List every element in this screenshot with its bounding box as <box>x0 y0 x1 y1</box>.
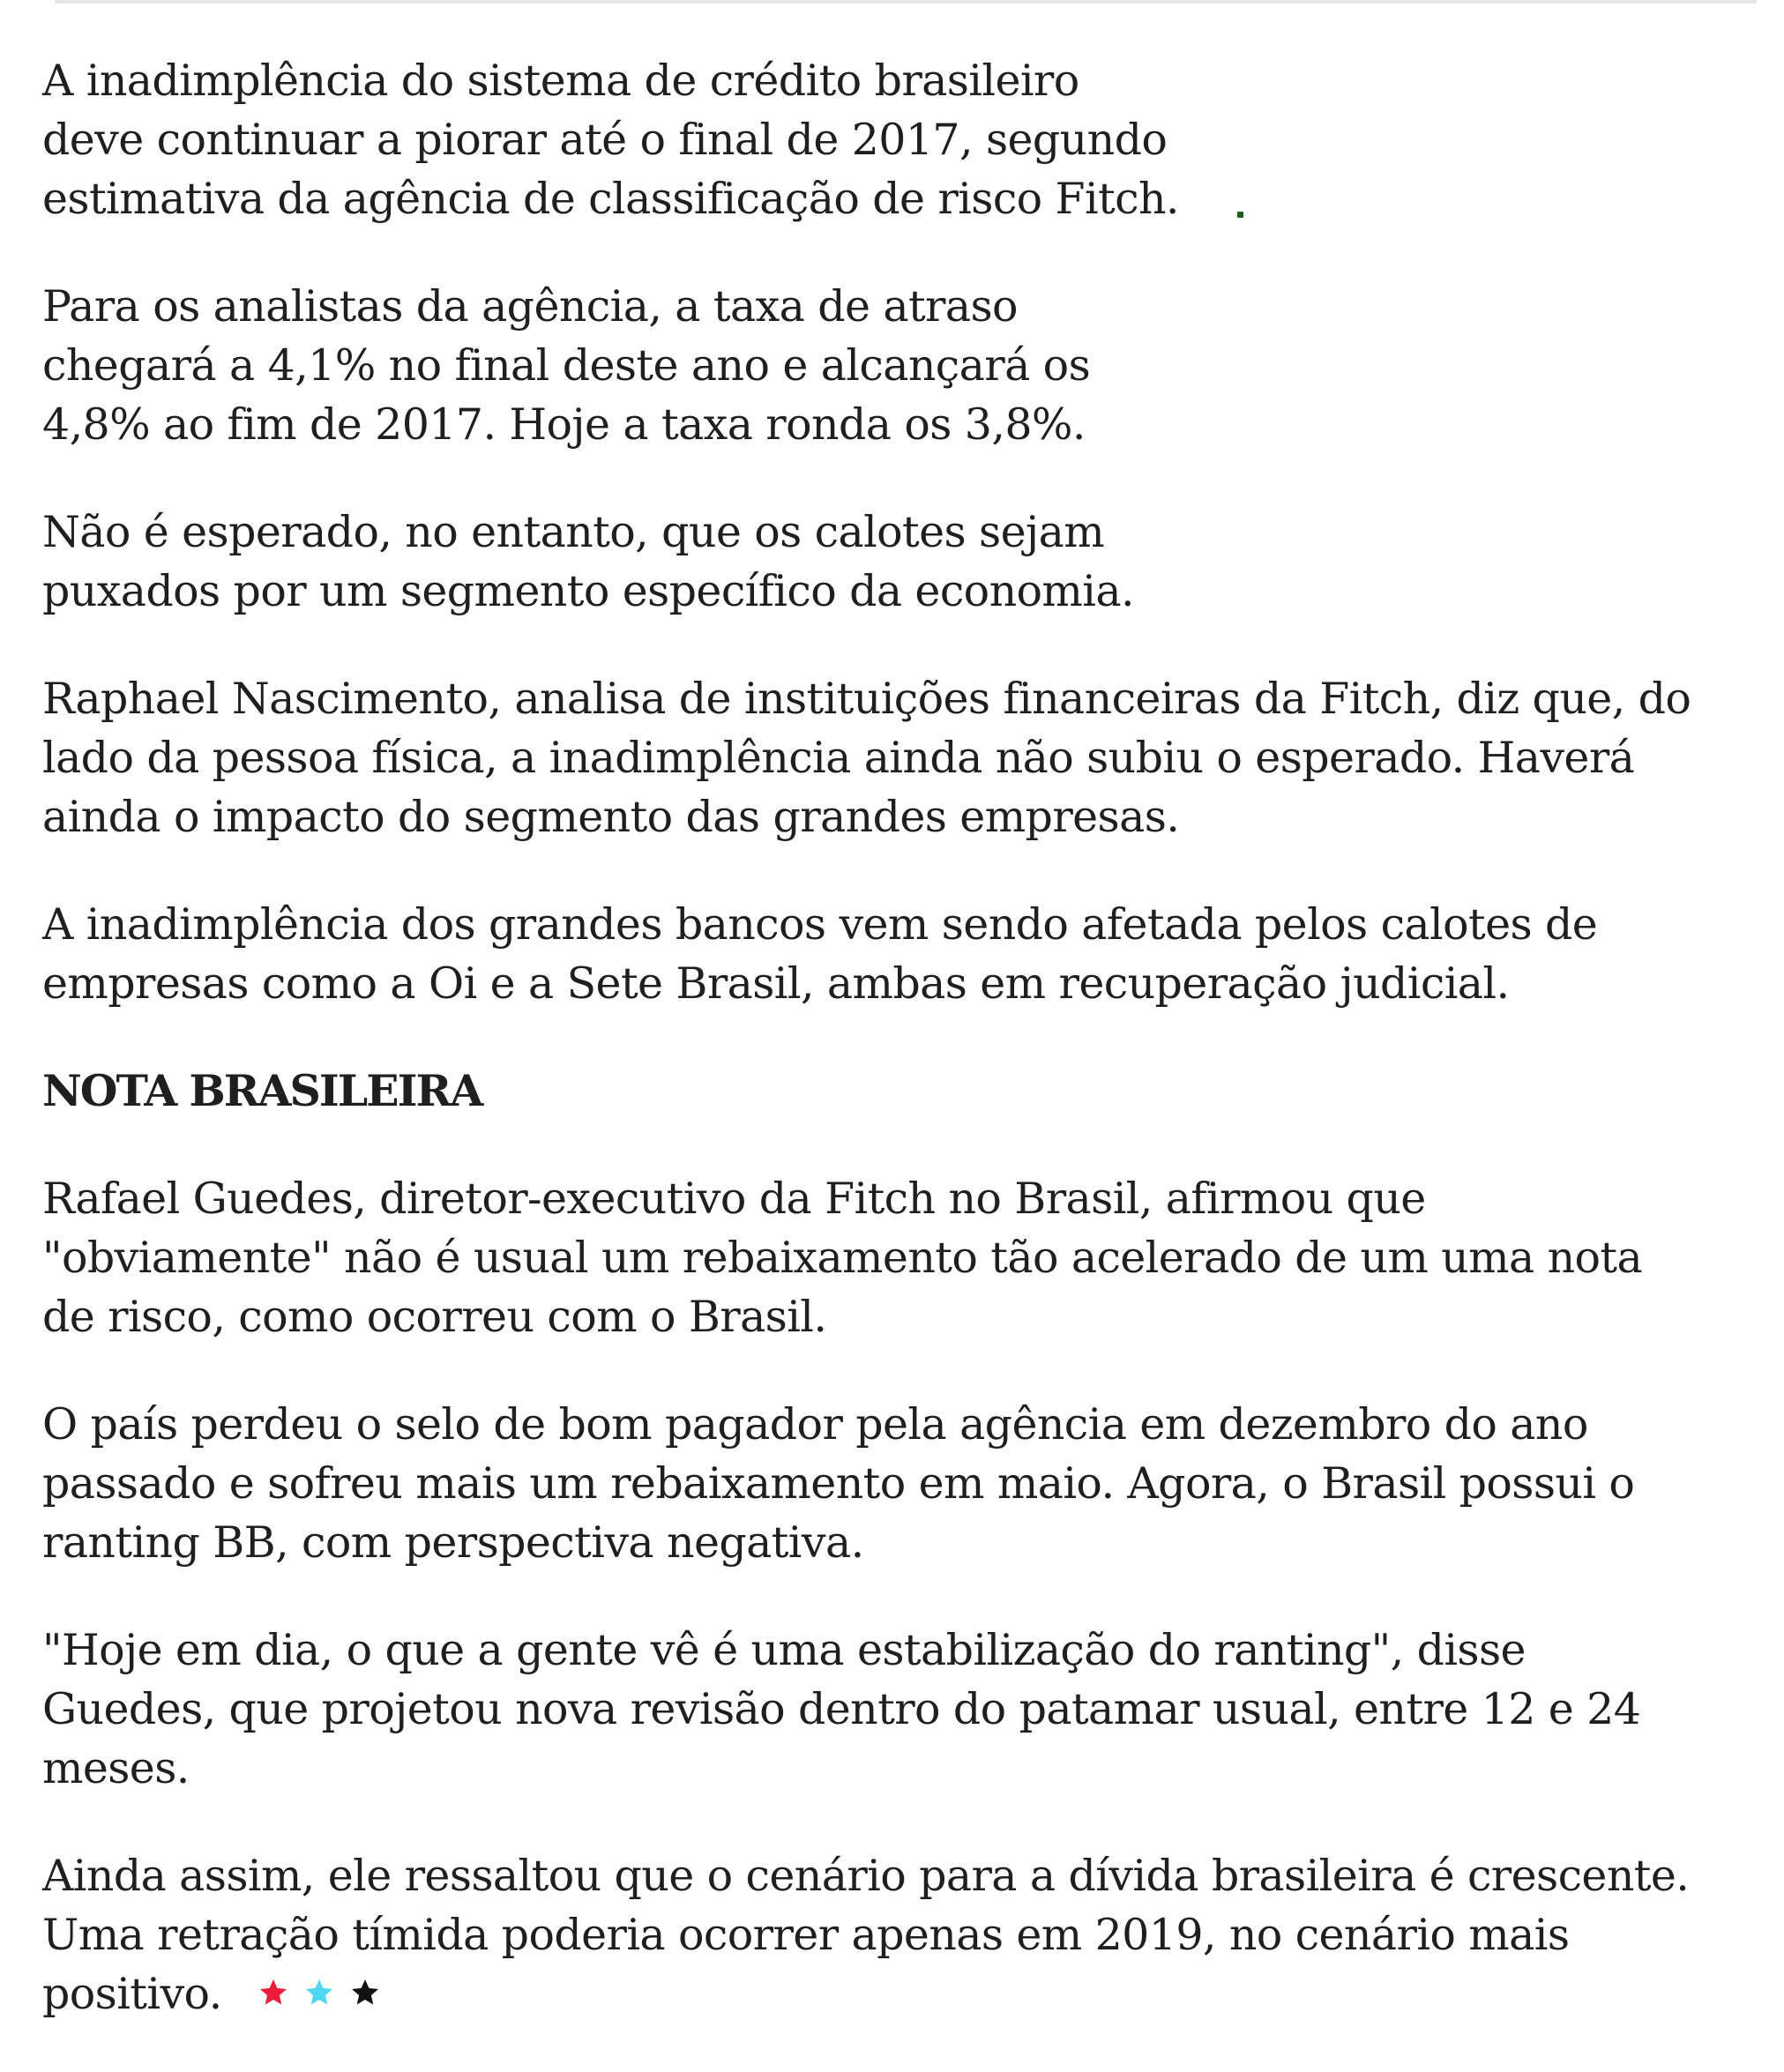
red-star-shape <box>260 1979 287 2005</box>
red-star-icon <box>258 1977 289 2009</box>
paragraph-7: O país perdeu o selo de bom pagador pela agência em dezembro do ano passado e sofreu mais um rebaixamento em maio. Agora, o Brasil possui o ranting BB, com perspectiva negativa. <box>42 1399 1635 1568</box>
lead-block <box>42 51 1762 277</box>
cyan-star-shape <box>306 1979 332 2005</box>
top-divider <box>55 0 1757 4</box>
paragraph-5: A inadimplência dos grandes bancos vem sendo afetada pelos calotes de empresas como a Oi e a Sete Brasil, ambas em recuperação judicial. <box>42 899 1598 1009</box>
end-of-article-stars <box>258 1977 381 2009</box>
green-dot-mark <box>1237 212 1243 218</box>
paragraph-9 <box>42 1846 1762 2024</box>
paragraph-6: Rafael Guedes, diretor-executivo da Fitch no Brasil, afirmou que "obviamente" não é usual um rebaixamento tão acelerado de um uma nota de risco, como ocorreu com o Brasil. <box>42 1174 1643 1342</box>
paragraph-9-text: Ainda assim, ele ressaltou que o cenário para a dívida brasileira é crescente. Uma retração tímida poderia ocorrer apenas em 2019, no cenário mais positivo. <box>42 1851 1690 2019</box>
section-heading: NOTA BRASILEIRA <box>42 1065 482 1116</box>
black-star-shape <box>352 1979 378 2005</box>
paragraph-8: "Hoje em dia, o que a gente vê é uma estabilização do ranting", disse Guedes, que projetou nova revisão dentro do patamar usual, entre 12 e 24 meses. <box>42 1625 1641 1793</box>
paragraph-2: Para os analistas da agência, a taxa de atraso chegará a 4,1% no final deste ano e alcançará os 4,8% ao fim de 2017. Hoje a taxa ronda os 3,8%. <box>42 281 1091 450</box>
black-star-icon <box>349 1977 381 2009</box>
cyan-star-icon <box>303 1977 335 2009</box>
paragraph-1: A inadimplência do sistema de crédito brasileiro deve continuar a piorar até o final de 2017, segundo estimativa da agência de classificação de risco Fitch. <box>42 56 1179 224</box>
paragraph-3: Não é esperado, no entanto, que os calotes sejam puxados por um segmento específico da economia. <box>42 507 1134 616</box>
article-body <box>42 51 1762 2072</box>
paragraph-4: Raphael Nascimento, analisa de instituições financeiras da Fitch, diz que, do lado da pessoa física, a inadimplência ainda não subiu o esperado. Haverá ainda o impacto do segmento das grandes empresas. <box>42 674 1691 842</box>
